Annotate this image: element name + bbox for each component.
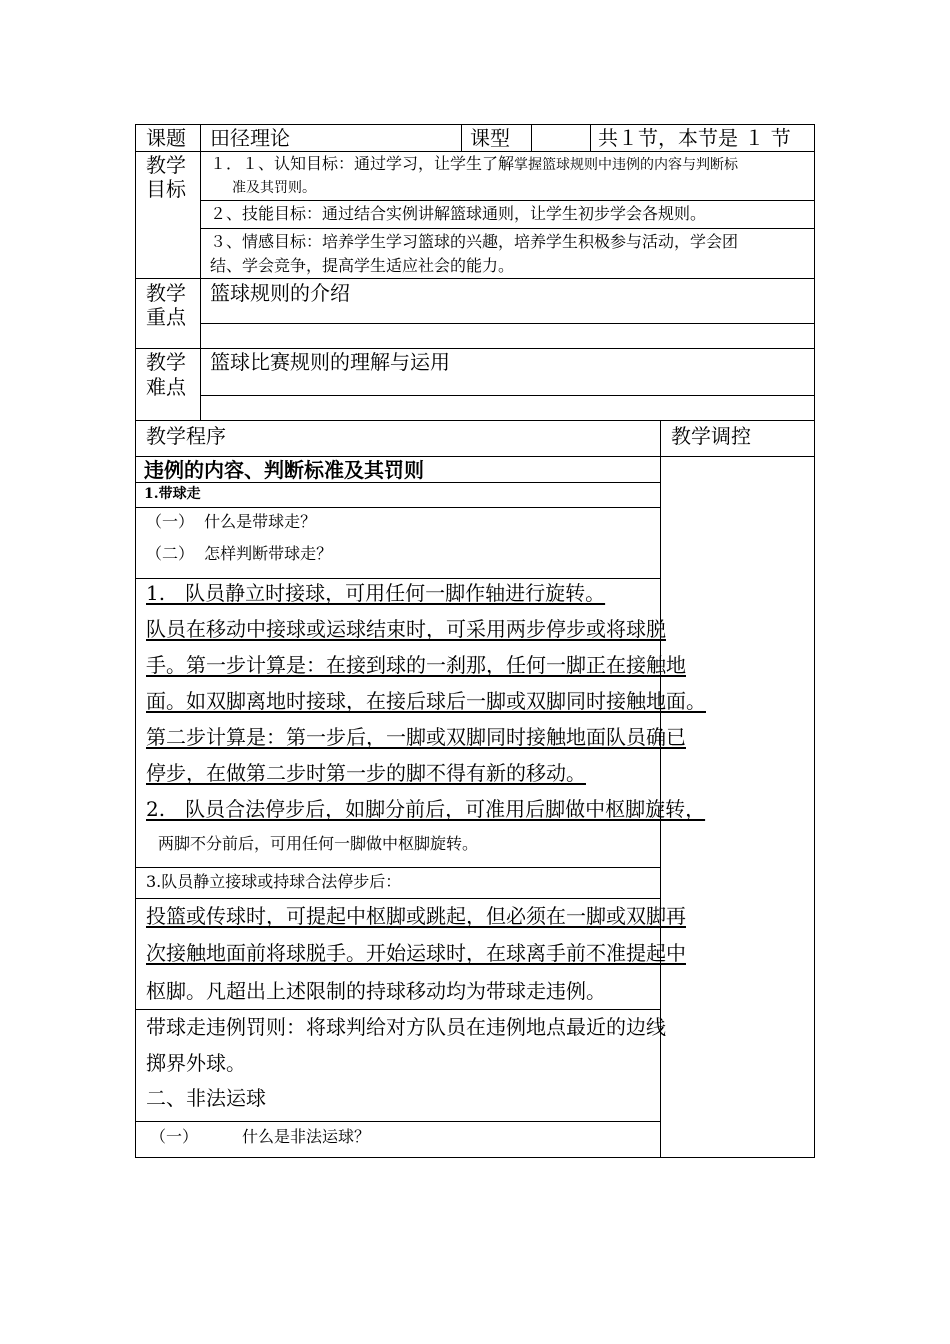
difficulties-label-1: 教学	[146, 350, 186, 374]
rule-1-line-1: 1. 队员静立时接球，可用任何一脚作轴进行旋转。	[146, 581, 606, 605]
rule-2-line-1: 2. 队员合法停步后，如脚分前后，可准用后脚做中枢脚旋转，	[146, 797, 706, 821]
difficulties-value: 篮球比赛规则的理解与运用	[210, 350, 450, 374]
objective-1-line1	[210, 156, 738, 172]
penalty-line-1: 带球走违例罚则：将球判给对方队员在违例地点最近的边线	[146, 1015, 666, 1039]
objectives-label-1: 教学	[146, 153, 186, 177]
procedure-header: 教学程序	[146, 424, 226, 448]
topic-label: 课题	[146, 126, 186, 150]
subtitle-cell	[135, 482, 661, 508]
difficulties-label-2: 难点	[146, 375, 186, 399]
objective-2: ２、技能目标：通过结合实例讲解篮球通则，让学生初步学会各规则。	[210, 204, 707, 223]
rule-3-title: 3.队员静立接球或持球合法停步后：	[146, 872, 402, 891]
question-1: （一） 什么是带球走？	[146, 512, 317, 531]
rule-1-line-3: 手。第一步计算是：在接到球的一刹那，任何一脚正在接触地	[146, 653, 686, 677]
keypoints-label-2: 重点	[146, 305, 186, 329]
rule-2-line-2: 两脚不分前后，可用任何一脚做中枢脚旋转。	[158, 834, 479, 853]
rule-1-line-4: 面。如双脚离地时接球，在接后球后一脚或双脚同时接触地面。	[146, 689, 706, 713]
type-label: 课型	[470, 126, 510, 150]
difficulties-blank-cell	[200, 395, 815, 421]
objective-1-prefix: １．１、认知目标：通过学习，让学生了解	[210, 154, 515, 173]
rule-3-line-1: 投篮或传球时，可提起中枢脚或跳起，但必须在一脚或双脚再	[146, 904, 686, 928]
penalty-line-2: 掷界外球。	[146, 1051, 246, 1075]
session-info: 共１节，本节是 １ 节	[598, 126, 791, 150]
question-3-cell	[135, 1121, 661, 1158]
keypoints-blank-cell	[200, 323, 815, 349]
rule-1-line-2: 队员在移动中接球或运球结束时，可采用两步停步或将球脱	[146, 617, 666, 641]
section-title: 违例的内容、判断标准及其罚则	[144, 458, 424, 482]
section-2-title: 二、非法运球	[146, 1086, 266, 1110]
rule-1-line-6: 停步，在做第二步时第一步的脚不得有新的移动。	[146, 761, 586, 785]
control-header: 教学调控	[671, 424, 751, 448]
keypoints-label-1: 教学	[146, 281, 186, 305]
subtitle: 1.带球走	[144, 486, 201, 502]
objective-3-line2: 结、学会竞争，提高学生适应社会的能力。	[210, 256, 515, 275]
topic-value: 田径理论	[210, 126, 290, 150]
objective-1-line2: 准及其罚则。	[232, 180, 316, 196]
rule-1-line-5: 第二步计算是：第一步后，一脚或双脚同时接触地面队员确已	[146, 725, 686, 749]
objective-1-rest: 掌握篮球规则中违例的内容与判断标	[514, 157, 739, 173]
objective-3-line1: ３、情感目标：培养学生学习篮球的兴趣，培养学生积极参与活动，学会团	[210, 232, 739, 251]
question-2: （二） 怎样判断带球走？	[146, 544, 333, 563]
keypoints-value: 篮球规则的介绍	[210, 281, 350, 305]
rule-3-line-2: 次接触地面前将球脱手。开始运球时，在球离手前不准提起中	[146, 941, 686, 965]
rule-3-line-3: 枢脚。凡超出上述限制的持球移动均为带球走违例。	[146, 979, 606, 1003]
objectives-label-2: 目标	[146, 177, 186, 201]
question-3-text: 什么是非法运球？	[242, 1127, 371, 1146]
header-cell-type-value	[531, 124, 591, 152]
question-3-prefix: （一）	[150, 1127, 199, 1146]
